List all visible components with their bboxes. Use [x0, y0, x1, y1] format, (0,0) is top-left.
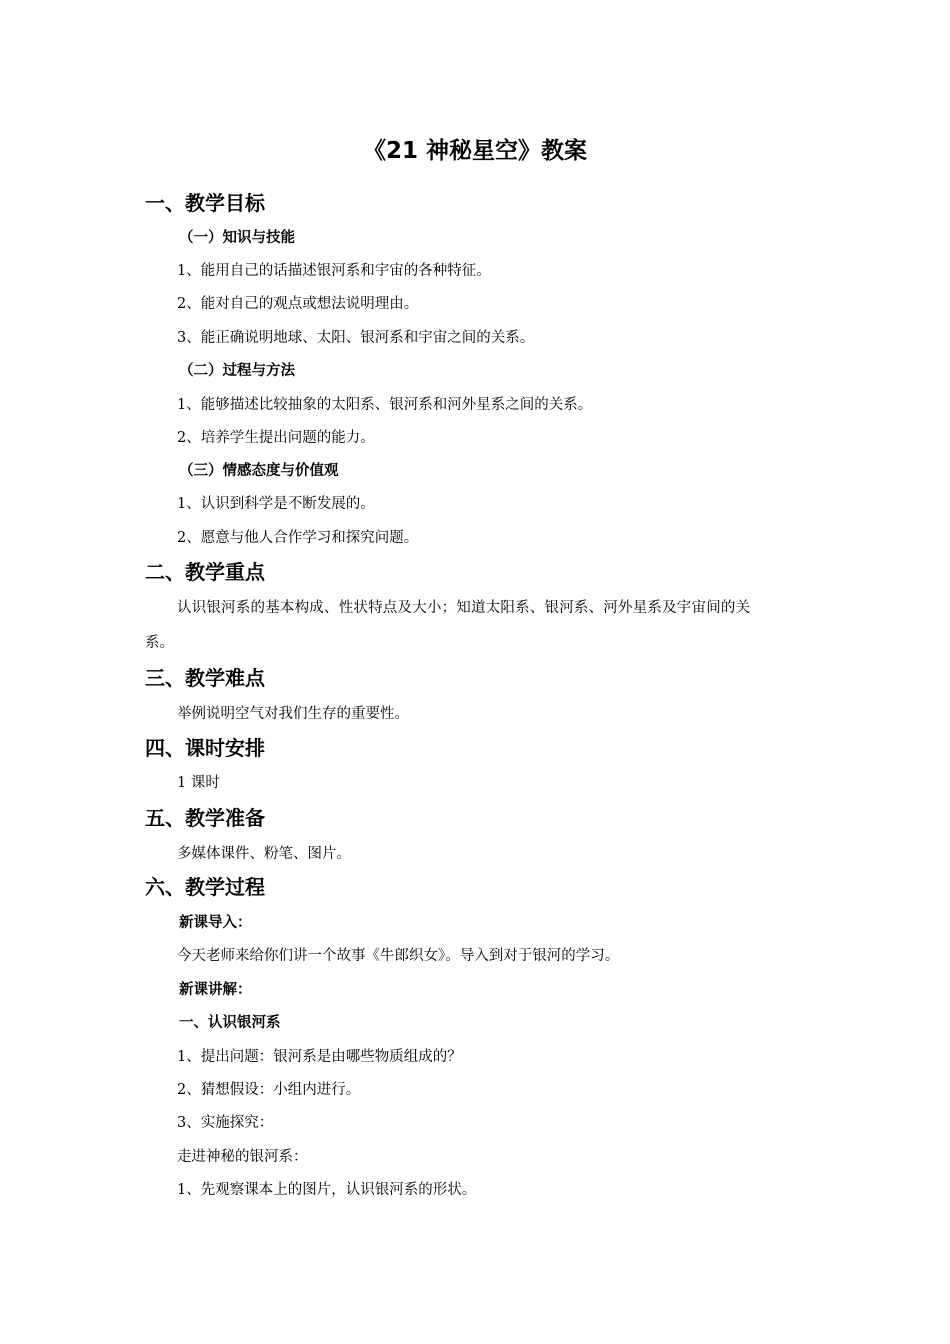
- schedule-text: 1 课时: [177, 775, 220, 791]
- section-heading-preparation: 五、教学准备: [145, 806, 265, 830]
- list-item: 1、提出问题：银河系是由哪些物质组成的？: [177, 1049, 462, 1065]
- list-item: 2、能对自己的观点或想法说明理由。: [177, 296, 419, 312]
- section-heading-key-points: 二、教学重点: [145, 560, 265, 584]
- intro-text: 今天老师来给你们讲一个故事《牛郎织女》。导入到对于银河的学习。: [177, 948, 620, 964]
- difficulties-text: 举例说明空气对我们生存的重要性。: [177, 706, 409, 722]
- list-item: 1、先观察课本上的图片，认识银河系的形状。: [177, 1182, 477, 1198]
- list-item: 3、实施探究：: [177, 1115, 274, 1131]
- subheading-process-methods: （二）过程与方法: [179, 363, 295, 379]
- list-item: 3、能正确说明地球、太阳、银河系和宇宙之间的关系。: [177, 330, 535, 346]
- key-points-text-line1: 认识银河系的基本构成、性状特点及大小；知道太阳系、银河系、河外星系及宇宙间的关: [177, 600, 751, 616]
- list-item: 2、培养学生提出问题的能力。: [177, 430, 375, 446]
- label-intro: 新课导入：: [179, 915, 252, 931]
- label-lecture: 新课讲解：: [179, 982, 252, 998]
- section-heading-schedule: 四、课时安排: [145, 736, 265, 760]
- subheading-attitudes-values: （三）情感态度与价值观: [179, 463, 339, 479]
- preparation-text: 多媒体课件、粉笔、图片。: [177, 846, 351, 862]
- list-item: 2、愿意与他人合作学习和探究问题。: [177, 530, 419, 546]
- section-heading-objectives: 一、教学目标: [145, 191, 265, 215]
- section-heading-difficulties: 三、教学难点: [145, 666, 265, 690]
- section-heading-process: 六、教学过程: [145, 875, 265, 899]
- key-points-text-line2: 系。: [145, 635, 174, 651]
- list-item: 2、猜想假设：小组内进行。: [177, 1082, 361, 1098]
- subheading-galaxy: 一、认识银河系: [179, 1015, 281, 1031]
- document-title: 《21 神秘星空》教案: [362, 138, 587, 164]
- list-item: 1、能够描述比较抽象的太阳系、银河系和河外星系之间的关系。: [177, 397, 593, 413]
- subheading-knowledge-skills: （一）知识与技能: [179, 230, 295, 246]
- list-item: 1、认识到科学是不断发展的。: [177, 496, 375, 512]
- list-item: 走进神秘的银河系：: [177, 1149, 308, 1165]
- list-item: 1、能用自己的话描述银河系和宇宙的各种特征。: [177, 263, 491, 279]
